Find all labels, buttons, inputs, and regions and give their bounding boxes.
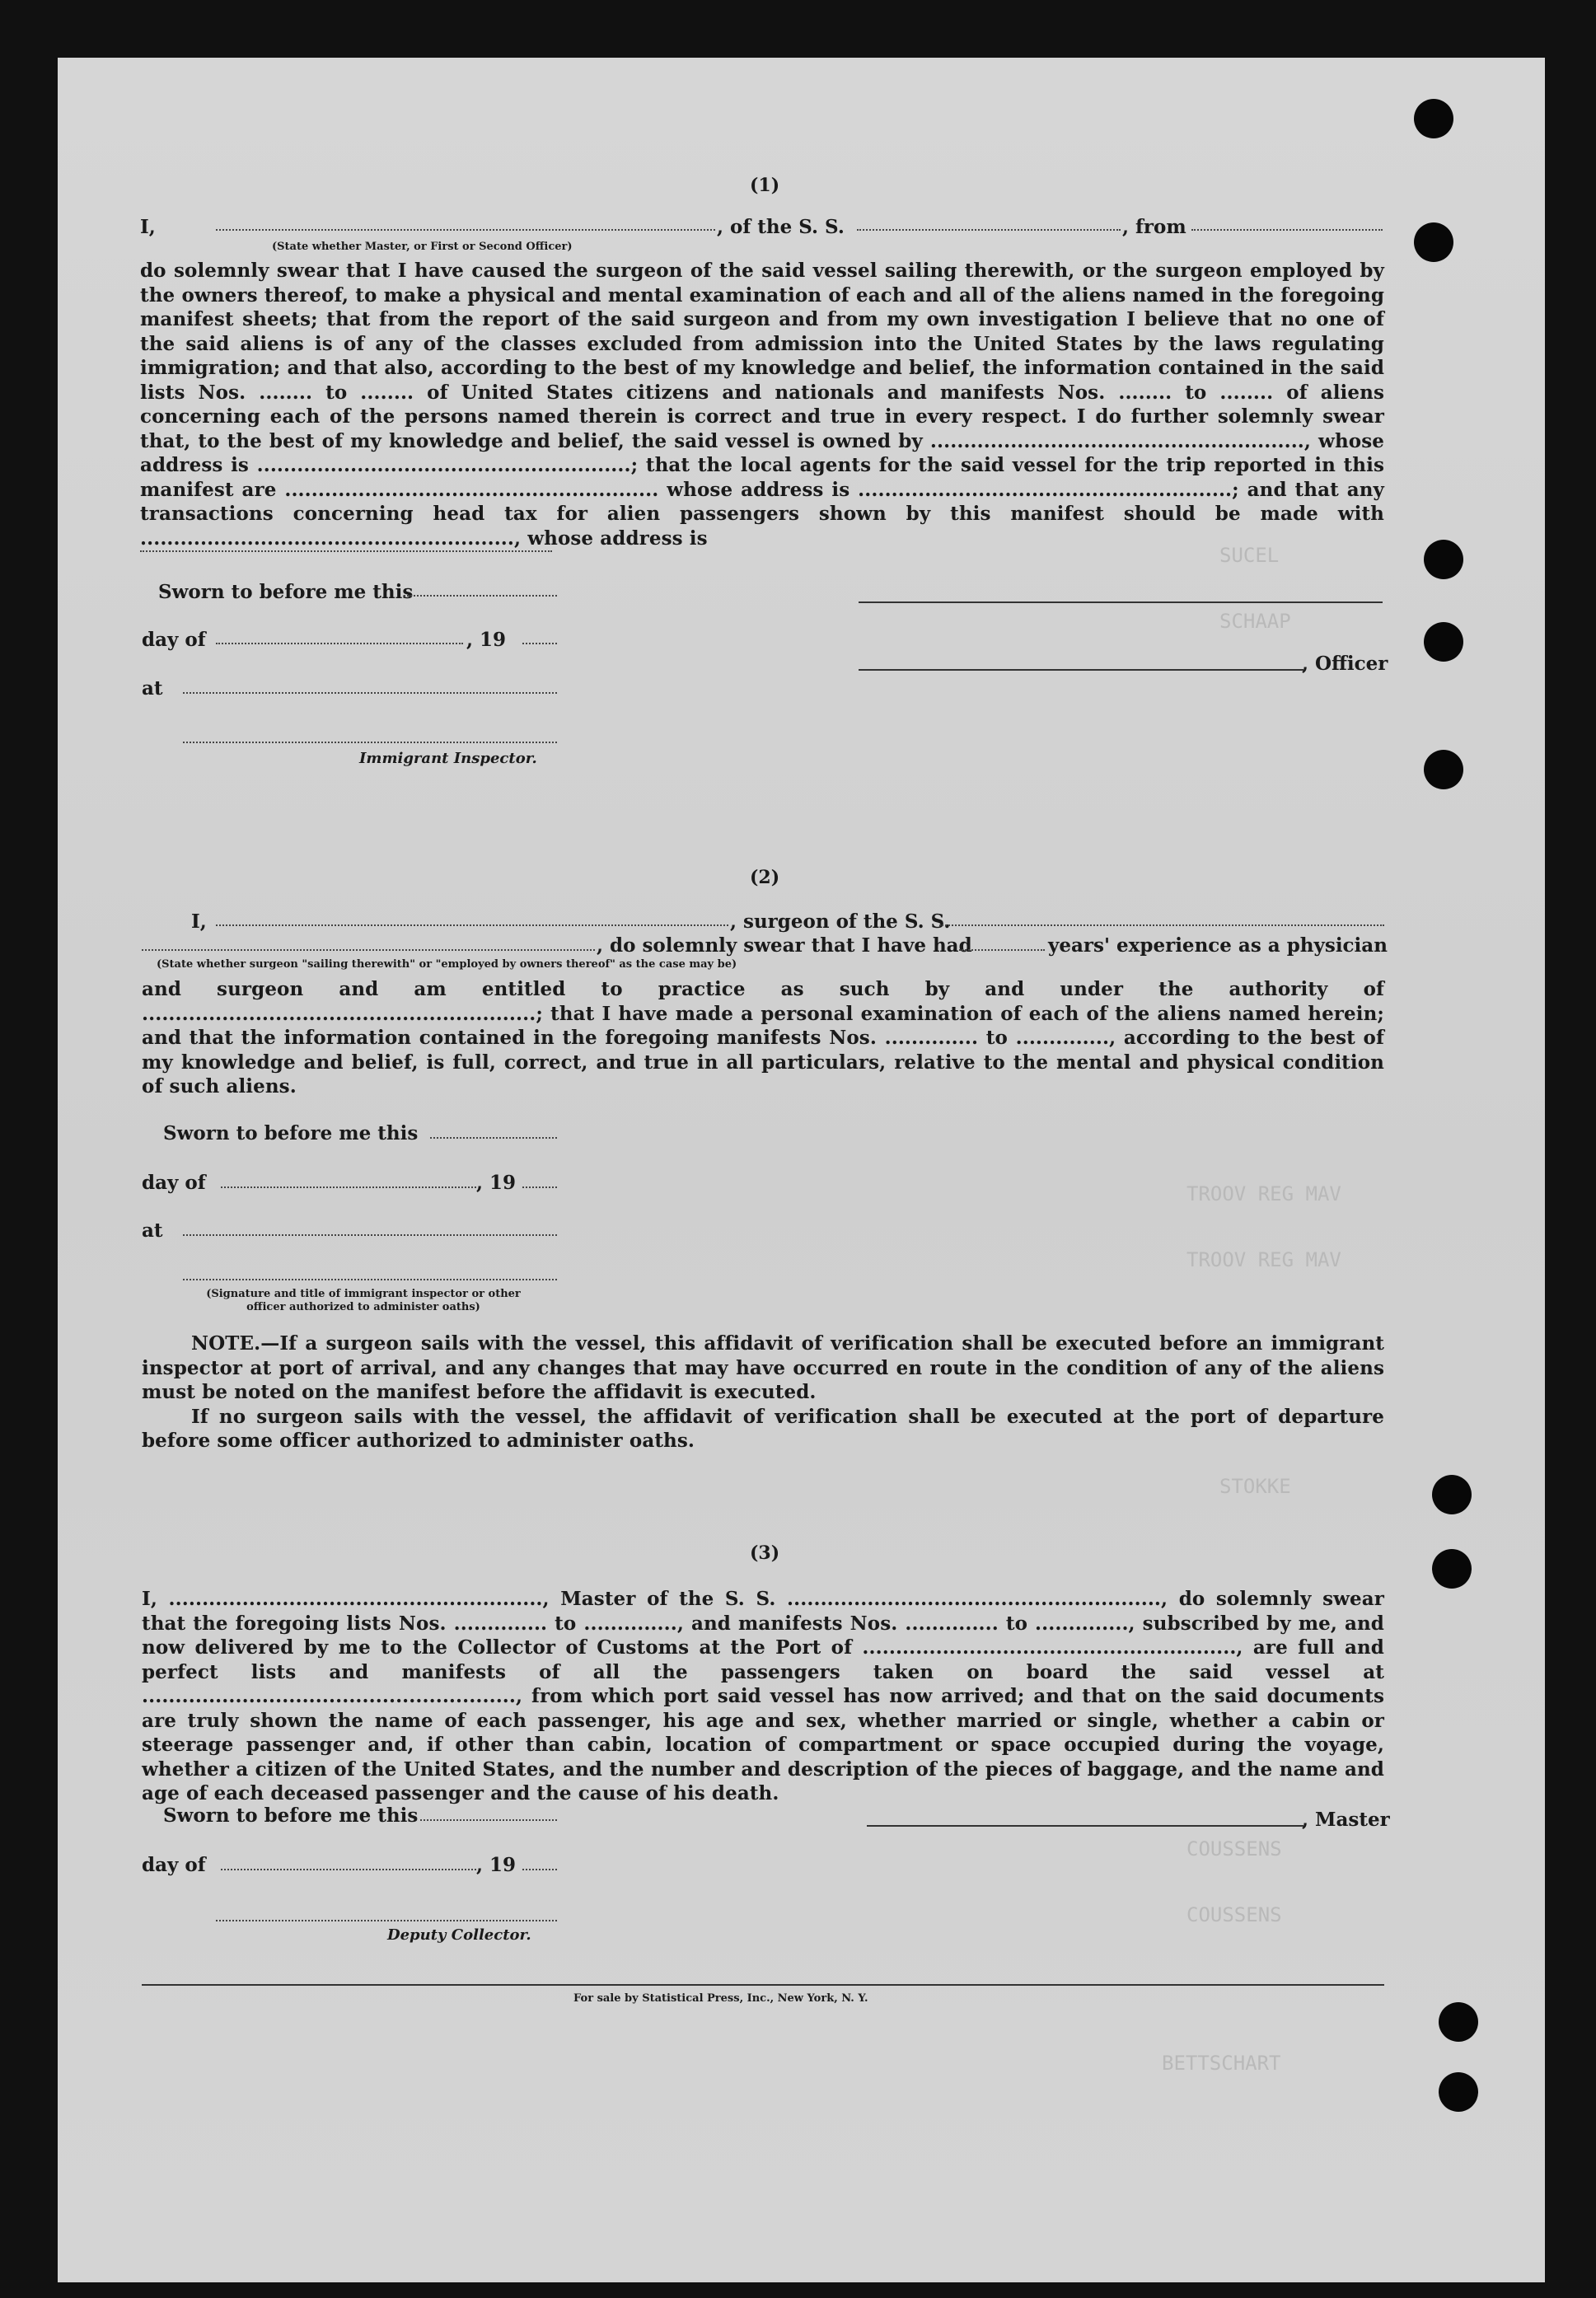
s1-month-field[interactable]	[216, 643, 463, 644]
surgeon-name-field[interactable]	[216, 924, 728, 926]
note-para-2: If no surgeon sails with the vessel, the affidavit of verification shall be executed at the port of departure before some officer authorized to administer oaths.	[142, 1405, 1384, 1452]
note-block	[142, 1332, 1384, 1453]
departure-port-field[interactable]	[1191, 229, 1383, 231]
section-3-number: (3)	[750, 1542, 780, 1564]
s3-year-field[interactable]	[522, 1869, 557, 1870]
s3-oath-text: I, ........................................................, Master of the S. S. ........................................................, do solemnly swear that the foregoing lists Nos. .............. to .............., and manifests Nos. .............. to .............., subscribed by me, and now delivered by me to the Collector of Customs at the Port of ........................................................, are full and perfect lists and manifests of all the passengers taken on board the said vessel at ........................................................, from which port said vessel has now arrived; and that on the said documents are truly shown the name of each passenger, his age and sex, whether married or single, whether a cabin or steerage passenger and, if other than cabin, location of compartment or space occupied during the voyage, whether a citizen of the United States, and the number and description of the pieces of baggage, and the name and age of each deceased passenger and the cause of his death.	[142, 1588, 1384, 1804]
s1-of-ss: , of the S. S.	[717, 216, 845, 238]
master-signature-line[interactable]	[867, 1825, 1303, 1827]
collector-signature-line[interactable]	[216, 1920, 557, 1921]
note-text-1: —If a surgeon sails with the vessel, this affidavit of verification shall be executed before an immigrant inspector at port of arrival, and any changes that may have occurred en route in the condition of any of the aliens must be noted on the manifest before the affidavit is executed.	[142, 1332, 1384, 1403]
surgeon-status-field[interactable]	[142, 949, 595, 951]
s3-master: , Master	[1302, 1809, 1390, 1831]
section-2-number: (2)	[750, 867, 780, 888]
s2-lead: I,	[191, 910, 207, 933]
s2-oath-text: and surgeon and am entitled to practice as such by and under the authority of ...........................................................; that I have made a personal examination of each of the aliens named herein; and that the information contained in the foregoing manifests Nos. .............. to .............., according to the best of my knowledge and belief, is full, correct, and true in all particulars, relative to the mental and physical condition of such aliens.	[142, 978, 1384, 1098]
note-label: NOTE.	[191, 1332, 261, 1355]
s2-day-of: day of	[142, 1172, 206, 1194]
punch-hole	[1424, 540, 1463, 579]
s2-sworn: Sworn to before me this	[163, 1122, 419, 1144]
punch-hole	[1432, 1549, 1472, 1589]
s2-year-field[interactable]	[522, 1186, 557, 1188]
s1-nineteen: , 19	[466, 629, 507, 651]
punch-hole	[1439, 2002, 1478, 2042]
punch-hole	[1414, 222, 1453, 262]
surgeon-status-caption: (State whether surgeon "sailing therewith" or "employed by owners thereof" as the case may be)	[157, 958, 737, 971]
s3-month-field[interactable]	[221, 1869, 476, 1870]
s2-surgeon-of: , surgeon of the S. S.	[730, 910, 951, 933]
punch-hole	[1424, 750, 1463, 789]
s1-at: at	[142, 677, 163, 700]
s2-years: years' experience as a physician	[1048, 934, 1388, 957]
s1-officer: , Officer	[1302, 653, 1388, 675]
s2-vessel-field[interactable]	[939, 924, 1384, 926]
punch-hole	[1414, 99, 1453, 138]
footer-publisher: For sale by Statistical Press, Inc., New York, N. Y.	[573, 1992, 868, 2005]
s1-oath-text: do solemnly swear that I have caused the surgeon of the said vessel sailing therewith, or the surgeon employed by the owners thereof, to make a physical and mental examination of each and all of the aliens named in the foregoing manifest sheets; that from the report of the said surgeon and from my own investigation I believe that no one of the said aliens is of any of the classes excluded from admission into the United States by the laws regulating immigration; and that also, according to the best of my knowledge and belief, the information contained in the said lists Nos. ........ to ........ of United States citizens and nationals and manifests Nos. ........ to ........ of aliens concerning each of the persons named therein is correct and true in every respect. I do further solemnly swear that, to the best of my knowledge and belief, the said vessel is owned by ........................................................, whose address is ........................................................; that the local agents for the said vessel for the trip reported in this manifest are ........................................................ whose address is ........................................................; and that any transactions concerning head tax for alien passengers shown by this manifest should be made with ........................................................, whose address is	[140, 260, 1384, 550]
s1-from: , from	[1122, 216, 1186, 238]
punch-hole	[1432, 1475, 1472, 1514]
head-tax-address-field[interactable]	[140, 550, 552, 552]
s2-at: at	[142, 1219, 163, 1242]
officer-title-line[interactable]	[859, 669, 1303, 671]
s1-body-block	[140, 259, 1384, 550]
s3-sworn: Sworn to before me this	[163, 1804, 419, 1827]
section-1-number: (1)	[750, 175, 780, 196]
s3-body-block	[142, 1587, 1384, 1806]
s2-sworn-date-field[interactable]	[430, 1137, 557, 1139]
s1-day-of: day of	[142, 629, 206, 651]
s3-signer: Deputy Collector.	[387, 1926, 531, 1944]
s1-sworn-date-field[interactable]	[404, 595, 557, 597]
inspector-signature-line[interactable]	[183, 742, 557, 743]
s2-swear: , do solemnly swear that I have had	[597, 934, 972, 957]
officer-signature-line[interactable]	[859, 601, 1383, 603]
punch-hole	[1439, 2072, 1478, 2112]
s1-place-field[interactable]	[183, 692, 557, 694]
years-experience-field[interactable]	[959, 949, 1045, 951]
officer-rank-caption: (State whether Master, or First or Second Officer)	[272, 241, 573, 253]
s1-sworn: Sworn to before me this	[158, 581, 414, 603]
s2-day-field[interactable]	[221, 1186, 476, 1188]
punch-hole	[1424, 622, 1463, 662]
s3-sworn-date-field[interactable]	[420, 1819, 557, 1821]
s2-signer: (Signature and title of immigrant inspector or other officer authorized to administer oaths)	[206, 1288, 521, 1313]
note-para-1	[142, 1332, 1384, 1405]
officer-rank-field[interactable]	[216, 229, 715, 231]
footer-rule	[142, 1984, 1384, 1986]
s3-day-of: day of	[142, 1854, 206, 1876]
s1-lead-line	[140, 216, 156, 238]
s1-signer: Immigrant Inspector.	[359, 750, 537, 767]
vessel-name-field[interactable]	[857, 229, 1121, 231]
s1-lead: I,	[140, 216, 156, 238]
s2-signature-line[interactable]	[183, 1279, 557, 1280]
s2-place-field[interactable]	[183, 1234, 557, 1236]
s3-nineteen: , 19	[476, 1854, 517, 1876]
s2-nineteen: , 19	[476, 1172, 517, 1194]
s2-body-block	[142, 977, 1384, 1099]
s1-year-field[interactable]	[522, 643, 557, 644]
